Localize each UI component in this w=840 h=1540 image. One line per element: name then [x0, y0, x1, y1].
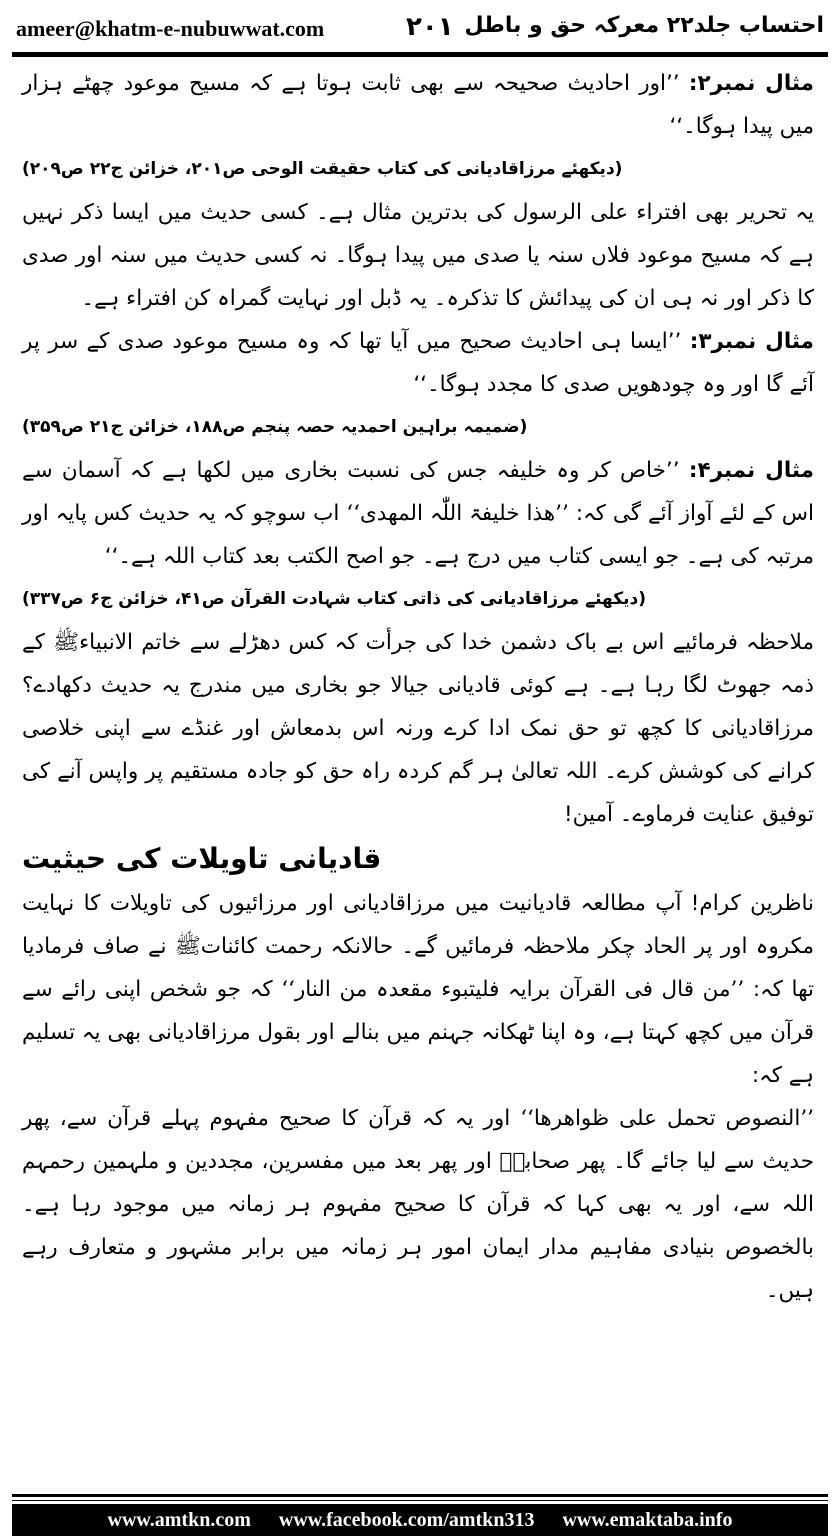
page-number: ۲۰۱	[406, 12, 454, 42]
footer-link-amtkn[interactable]: www.amtkn.com	[107, 1508, 251, 1531]
example-3-reference: (ضمیمہ براہین احمدیہ حصہ پنجم ص۱۸۸، خزائن ج۲۱ ص۳۵۹)	[22, 417, 528, 437]
page-header	[16, 10, 824, 50]
example-2-text: ’’اور احادیث صحیحہ سے بھی ثابت ہوتا ہے کہ مسیح موعود چھٹے ہزار میں پیدا ہوگا۔‘‘	[22, 71, 814, 139]
section-paragraph-2	[22, 1097, 814, 1312]
example-4	[22, 449, 814, 621]
section-p1-before: ناظرین کرام! آپ مطالعہ قادیانیت میں مرزاقادیانی اور مرزائیوں کی تاویلات کا نہایت مکروہ اور پر الحاد چکر ملاحظہ فرمائیں گے۔ حالانکہ رحمت کائناتﷺ نے صاف فرمادیا تھا کہ:	[22, 891, 814, 1002]
section-heading: قادیانی تاویلات کی حیثیت	[22, 842, 382, 875]
example-4-text-after: اب سوچو کہ یہ حدیث کس پایہ اور مرتبہ کی ہے۔ جو ایسی کتاب میں درج ہے۔ جو اصح الکتب بعد کتاب اللہ ہے۔‘‘	[22, 501, 814, 569]
header-rule	[12, 52, 828, 57]
example-3-text: ’’ایسا ہی احادیث صحیح میں آیا تھا کہ وہ مسیح موعود صدی کے سر پر آئے گا اور وہ چودھویں صدی کا مجدد ہوگا۔‘‘	[22, 329, 814, 397]
example-3-label: مثال نمبر۳:	[689, 329, 814, 354]
header-email: ameer@khatm-e-nubuwwat.com	[16, 16, 325, 41]
footer-link-emaktaba[interactable]: www.emaktaba.info	[562, 1508, 733, 1531]
footer-rule-thick	[12, 1494, 828, 1497]
example-2-label: مثال نمبر۲:	[688, 71, 814, 96]
section-hadith: ’’من قال فی القرآن برایہ فلیتبوء مقعدہ من النار‘‘	[281, 977, 745, 1002]
page-body	[22, 62, 814, 1312]
example-4-arabic: ’’ھذا خلیفۃ اللّٰہ المھدی‘‘	[346, 501, 569, 526]
example-3	[22, 320, 814, 449]
example-2-reference: (دیکھئے مرزاقادیانی کی کتاب حقیقت الوحی ص۲۰۱، خزائن ج۲۲ ص۲۰۹)	[22, 159, 623, 179]
footer-links-bar	[12, 1504, 828, 1536]
comment-4: ملاحظہ فرمائیے اس بے باک دشمن خدا کی جرأت کہ کس دھڑلے سے خاتم الانبیاءﷺ کے ذمہ جھوٹ لگا رہا ہے۔ ہے کوئی قادیانی جیالا جو بخاری میں مندرج یہ حدیث دکھادے؟ مرزاقادیانی کا کچھ تو حق نمک ادا کرے ورنہ اس بدمعاش اور غنڈے سے اپنی خلاصی کرانے کی کوشش کرے۔ اللہ تعالیٰ ہر گم کردہ راہ حق کو جادہ مستقیم پر واپس آنے کی توفیق عنایت فرماوے۔ آمین!	[22, 630, 814, 827]
example-4-reference: (دیکھئے مرزاقادیانی کی ذاتی کتاب شہادت القرآن ص۴۱، خزائن ج۶ ص۳۳۷)	[22, 589, 646, 609]
comment-2: یہ تحریر بھی افتراء علی الرسول کی بدترین مثال ہے۔ کسی حدیث میں ایسا ذکر نہیں ہے کہ مسیح موعود فلاں سنہ یا صدی میں پیدا ہوگا۔ نہ کسی حدیث میں سنہ اور صدی کا ذکر اور نہ ہی ان کی پیدائش کا تذکرہ۔ یہ ڈبل اور نہایت گمراہ کن افتراء ہے۔	[22, 200, 814, 311]
book-title: احتساب جلد۲۲ معرکہ حق و باطل	[464, 13, 824, 38]
footer-link-facebook[interactable]: www.facebook.com/amtkn313	[278, 1508, 535, 1531]
section-p2-text: اور یہ کہ قرآن کا صحیح مفہوم پہلے قرآن سے، پھر حدیث سے لیا جائے گا۔ پھر صحابہؓ اور پھر بعد میں مفسرین، مجددین و ملہمین رحمہم اللہ سے، اور یہ بھی کہا کہ قرآن کا صحیح مفہوم ہر زمانہ میں موجود رہا ہے۔ بالخصوص بنیادی مفاہیم مدار ایمان امور ہر زمانہ میں برابر مشہور و متعارف رہے ہیں۔	[22, 1106, 814, 1303]
section-paragraph-1	[22, 882, 814, 1097]
example-4-label: مثال نمبر۴:	[688, 458, 814, 483]
example-2	[22, 62, 814, 191]
section-p1-after: کہ جو شخص اپنی رائے سے قرآن میں کچھ کہتا ہے، وہ اپنا ٹھکانہ جہنم میں بنالے اور بقول مرزاقادیانی بھی یہ تسلیم ہے کہ:	[22, 977, 814, 1088]
section-quote: ’’النصوص تحمل علی ظواھرھا‘‘	[520, 1106, 814, 1131]
footer-rule-thin	[12, 1500, 828, 1501]
example-4-text-before: ’’خاص کر وہ خلیفہ جس کی نسبت بخاری میں لکھا ہے کہ آسمان سے اس کے لئے آواز آئے گی کہ:	[22, 458, 814, 526]
